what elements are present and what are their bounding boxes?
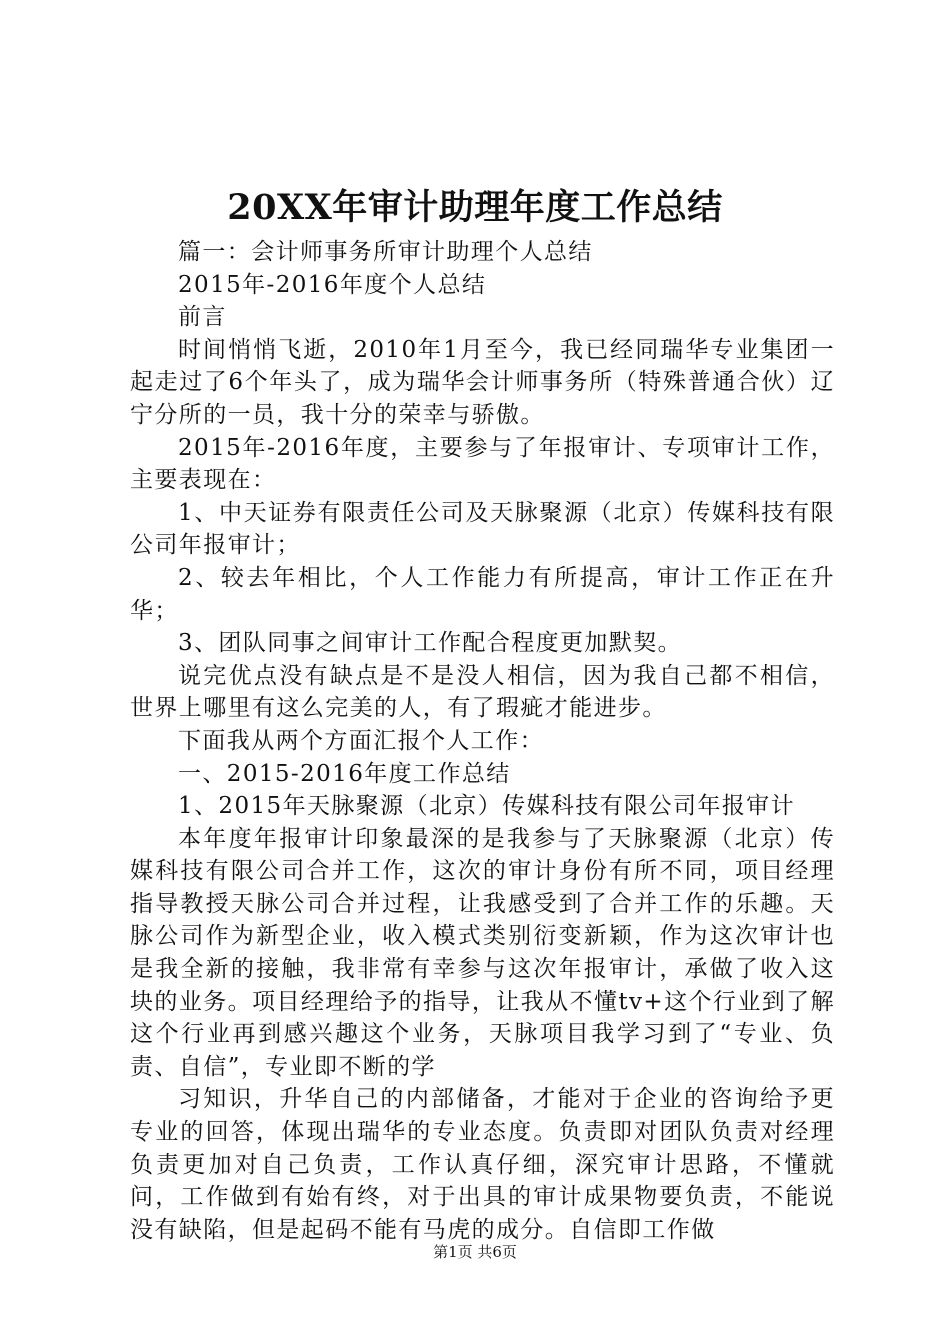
paragraph-intro: 时间悄悄飞逝，2010年1月至今，我已经同瑞华专业集团一起走过了6个年头了，成为瑞华会计师事务所（特殊普通合伙）辽宁分所的一员，我十分的荣幸与骄傲。	[130, 336, 835, 428]
paragraph-section-one-heading: 一、2015-2016年度工作总结	[178, 760, 511, 787]
paragraph-item-1: 1、中天证券有限责任公司及天脉聚源（北京）传媒科技有限公司年报审计；	[130, 499, 835, 559]
paragraph-item-3: 3、团队同事之间审计工作配合程度更加默契。	[178, 630, 683, 657]
paragraph-audit-detail-continued: 习知识，升华自己的内部储备，才能对于企业的咨询给予更专业的回答，体现出瑞华的专业态度。负责即对团队负责对经理负责更加对自己负责，工作认真仔细，深究审计思路，不懂就问，工作做到有始有终，对于出具的审计成果物要负责，不能说没有缺陷，但是起码不能有马虎的成分。自信即工作做	[130, 1086, 835, 1243]
paragraph-preface-heading: 前言	[178, 304, 227, 331]
paragraph-shortcomings: 说完优点没有缺点是不是没人相信，因为我自己都不相信，世界上哪里有这么完美的人，有了瑕疵才能进步。	[130, 662, 835, 722]
document-title: 20XX年审计助理年度工作总结	[227, 187, 723, 228]
paragraph-main-work: 2015年-2016年度，主要参与了年报审计、专项审计工作，主要表现在：	[130, 434, 835, 494]
paragraph-item-2: 2、较去年相比，个人工作能力有所提高，审计工作正在升华；	[130, 564, 835, 624]
paragraph-report-intro: 下面我从两个方面汇报个人工作：	[178, 727, 544, 754]
paragraph-audit-detail: 本年度年报审计印象最深的是我参与了天脉聚源（北京）传媒科技有限公司合并工作，这次的审计身份有所不同，项目经理指导教授天脉公司合并过程，让我感受到了合并工作的乐趣。天脉公司作为新型企业，收入模式类别衍变新颖，作为这次审计也是我全新的接触，我非常有幸参与这次年报审计，承做了收入这块的业务。项目经理给予的指导，让我从不懂tv+这个行业到了解这个行业再到感兴趣这个业务，天脉项目我学习到了“专业、负责、自信”，专业即不断的学	[130, 825, 835, 1080]
document-body	[130, 236, 835, 1246]
paragraph-section-heading: 篇一：会计师事务所审计助理个人总结	[178, 239, 593, 265]
page-footer: 第1页 共6页	[433, 1243, 517, 1261]
paragraph-subsection-heading: 1、2015年天脉聚源（北京）传媒科技有限公司年报审计	[178, 793, 795, 820]
paragraph-year-summary-heading: 2015年-2016年度个人总结	[178, 271, 487, 298]
